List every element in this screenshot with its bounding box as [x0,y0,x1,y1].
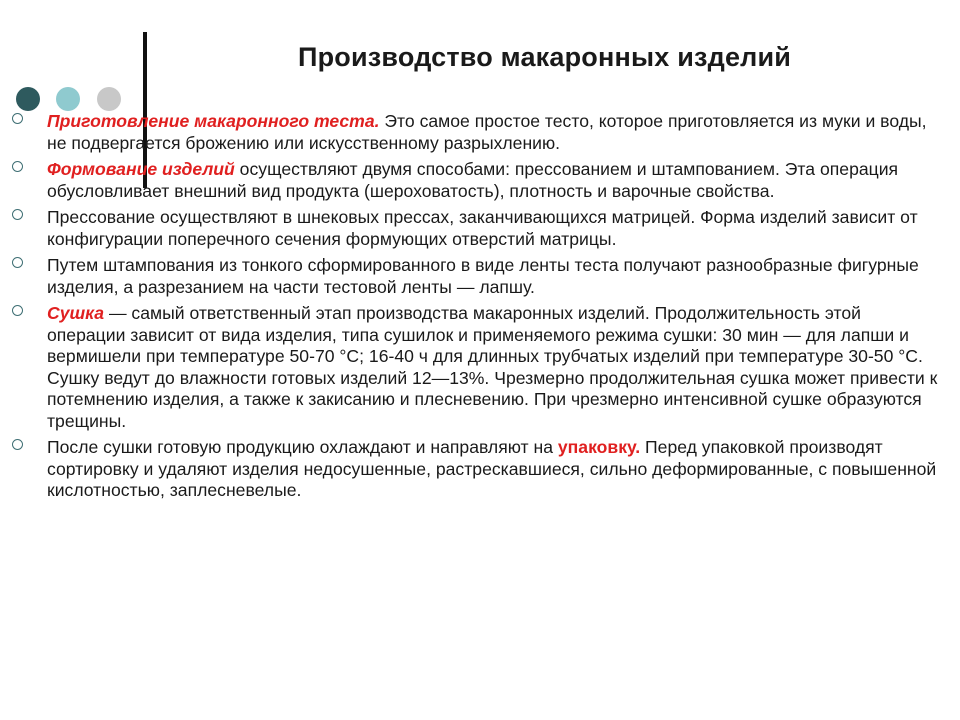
bullet-text: Перед упаковкой производят сортировку и удаляют изделия недосушенные, растрескавшиеся, сильно деформированные, с повышенной кислотностью, заплесневелые. [47,437,937,500]
bullet-ring-icon [12,257,23,268]
bullet-highlight: упаковку. [557,437,641,457]
bullet-text: Это самое простое тесто, которое приготовляется из муки и воды, не подвергается брожению или искусственному разрыхлению. [47,111,927,153]
bullet-text: Прессование осуществляют в шнековых прессах, заканчивающихся матрицей. Форма изделий зависит от конфигурации поперечного сечения формующих отверстий матрицы. [47,207,918,249]
bullet-item-preparation [12,111,942,154]
bullet-ring-icon [12,161,23,172]
bullet-highlight: Формование изделий [47,159,235,179]
bullet-item-pressing [12,207,942,250]
bullet-item-packaging [12,437,942,502]
bullet-item-stamping [12,255,942,298]
slide-title: Производство макаронных изделий [298,42,792,72]
bullet-ring-icon [12,439,23,450]
bullet-ring-icon [12,305,23,316]
bullet-list [12,111,942,507]
bullet-ring-icon [12,113,23,124]
bullet-text: Путем штампования из тонкого сформированного в виде ленты теста получают разнообразные фигурные изделия, а разрезанием на части тестовой ленты — лапшу. [47,255,919,297]
bullet-highlight: Сушка [47,303,105,323]
bullet-text: — самый ответственный этап производства макаронных изделий. Продолжительность этой операции зависит от вида изделия, типа сушилок и применяемого режима сушки: 30 мин — для лапши и вермишели при температуре 50-70 °С; 16-40 ч для длинных трубчатых изделий при температуре 30-50 °С. Сушку ведут до влажности готовых изделий 12—13%. Чрезмерно продолжительная сушка может привести к потемнению изделия, а также к закисанию и плесневению. При чрезмерно интенсивной сушке образуются трещины. [47,303,938,431]
bullet-ring-icon [12,209,23,220]
bullet-highlight: Приготовление макаронного теста. [47,111,380,131]
decor-dot-dark [16,87,40,111]
bullet-text: осуществляют двумя способами: прессованием и штампованием. Эта операция обусловливает внешний вид продукта (шероховатость), плотность и варочные свойства. [47,159,899,201]
bullet-text: После сушки готовую продукцию охлаждают и направляют на [47,437,558,457]
bullet-item-drying [12,303,942,432]
decor-dot-gray [97,87,121,111]
bullet-item-forming [12,159,942,202]
decor-dot-light [56,87,80,111]
